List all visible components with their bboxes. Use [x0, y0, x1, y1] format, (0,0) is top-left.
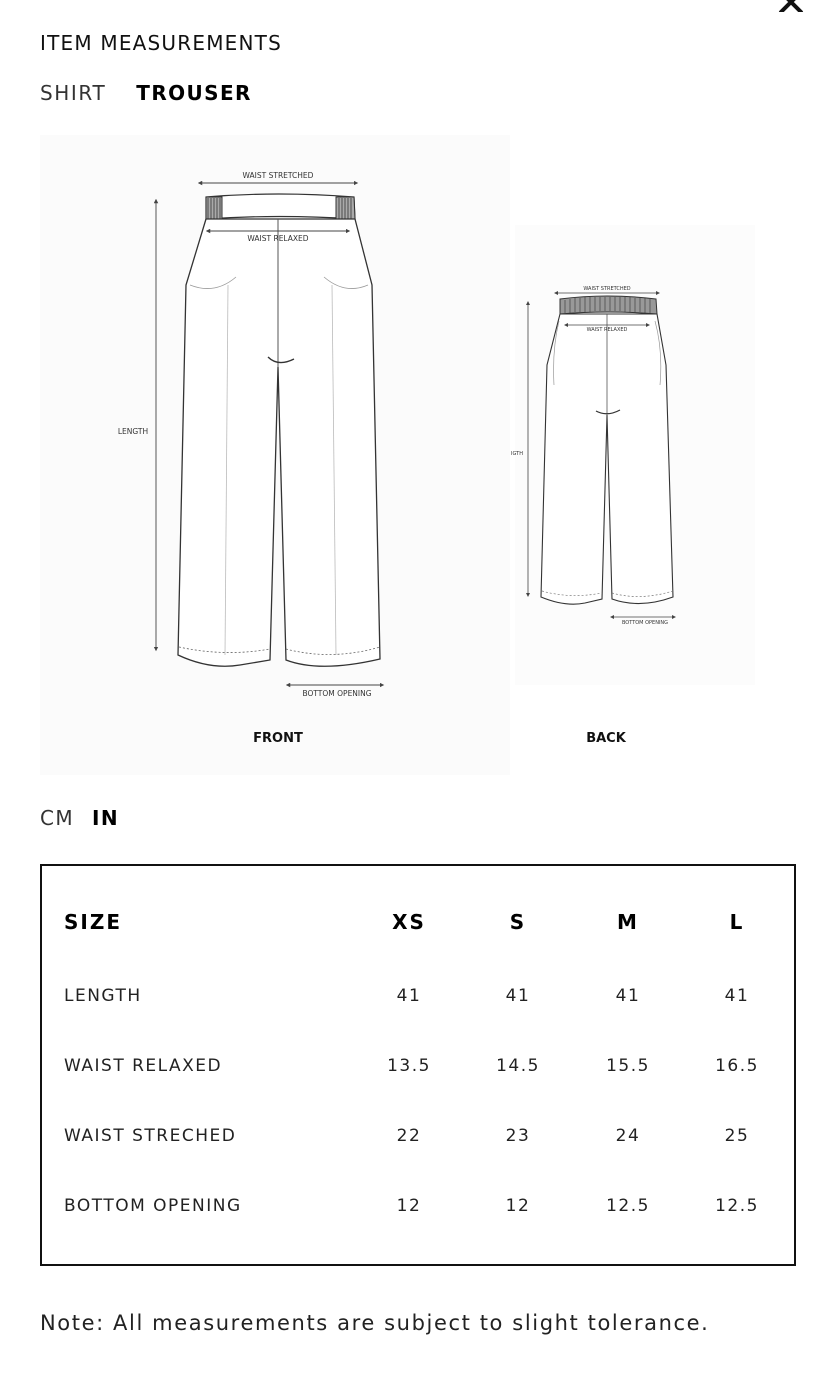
unit-tab-cm[interactable]: CM [40, 806, 75, 830]
table-cell: 14.5 [496, 1056, 540, 1076]
row-label-bottom-opening: BOTTOM OPENING [64, 1196, 242, 1216]
table-cell: 15.5 [606, 1056, 650, 1076]
label-bottom-opening-back: BOTTOM OPENING [621, 620, 669, 626]
table-row [42, 1186, 794, 1226]
tolerance-note: Note: All measurements are subject to slight tolerance. [40, 1311, 710, 1335]
caption-front: FRONT [253, 731, 303, 746]
unit-tab-in[interactable]: IN [92, 806, 120, 830]
header-size-m: M [617, 910, 639, 934]
close-icon [775, 0, 809, 12]
table-cell: 41 [505, 986, 531, 1006]
unit-tabs [40, 806, 119, 830]
table-cell: 41 [396, 986, 422, 1006]
table-cell: 16.5 [715, 1056, 759, 1076]
header-size-l: L [729, 910, 745, 934]
trouser-illustration [40, 135, 760, 775]
label-bottom-opening-front: BOTTOM OPENING [302, 689, 372, 698]
close-button[interactable] [775, 0, 809, 12]
modal-title: ITEM MEASUREMENTS [40, 31, 282, 55]
table-cell: 12 [396, 1196, 422, 1216]
label-length-back: IGTH [511, 451, 523, 457]
table-cell: 12.5 [715, 1196, 759, 1216]
table-cell: 23 [505, 1126, 531, 1146]
table-cell: 12 [505, 1196, 531, 1216]
table-cell: 13.5 [387, 1056, 431, 1076]
table-row [42, 976, 794, 1016]
header-size-label: SIZE [64, 910, 123, 934]
table-row [42, 1046, 794, 1086]
row-label-waist-stretched: WAIST STRECHED [64, 1126, 237, 1146]
caption-back: BACK [586, 731, 626, 746]
table-cell: 24 [615, 1126, 641, 1146]
label-length-front: LENGTH [117, 427, 149, 436]
garment-tabs [40, 81, 252, 105]
row-label-length: LENGTH [64, 986, 142, 1006]
table-cell: 41 [615, 986, 641, 1006]
header-size-xs: XS [392, 910, 426, 934]
label-waist-relaxed-back: WAIST RELAXED [586, 327, 628, 333]
header-size-s: S [509, 910, 527, 934]
table-header-row [42, 902, 794, 942]
table-cell: 25 [724, 1126, 750, 1146]
table-cell: 41 [724, 986, 750, 1006]
label-waist-relaxed-front: WAIST RELAXED [247, 234, 309, 243]
label-waist-stretched-front: WAIST STRETCHED [242, 171, 314, 180]
label-waist-stretched-back: WAIST STRETCHED [583, 286, 631, 292]
table-row [42, 1116, 794, 1156]
size-chart-table [40, 864, 796, 1266]
trouser-diagram [40, 135, 760, 775]
row-label-waist-relaxed: WAIST RELAXED [64, 1056, 223, 1076]
tab-shirt[interactable]: SHIRT [40, 81, 107, 105]
table-cell: 22 [396, 1126, 422, 1146]
table-cell: 12.5 [606, 1196, 650, 1216]
tab-trouser[interactable]: TROUSER [136, 81, 252, 105]
